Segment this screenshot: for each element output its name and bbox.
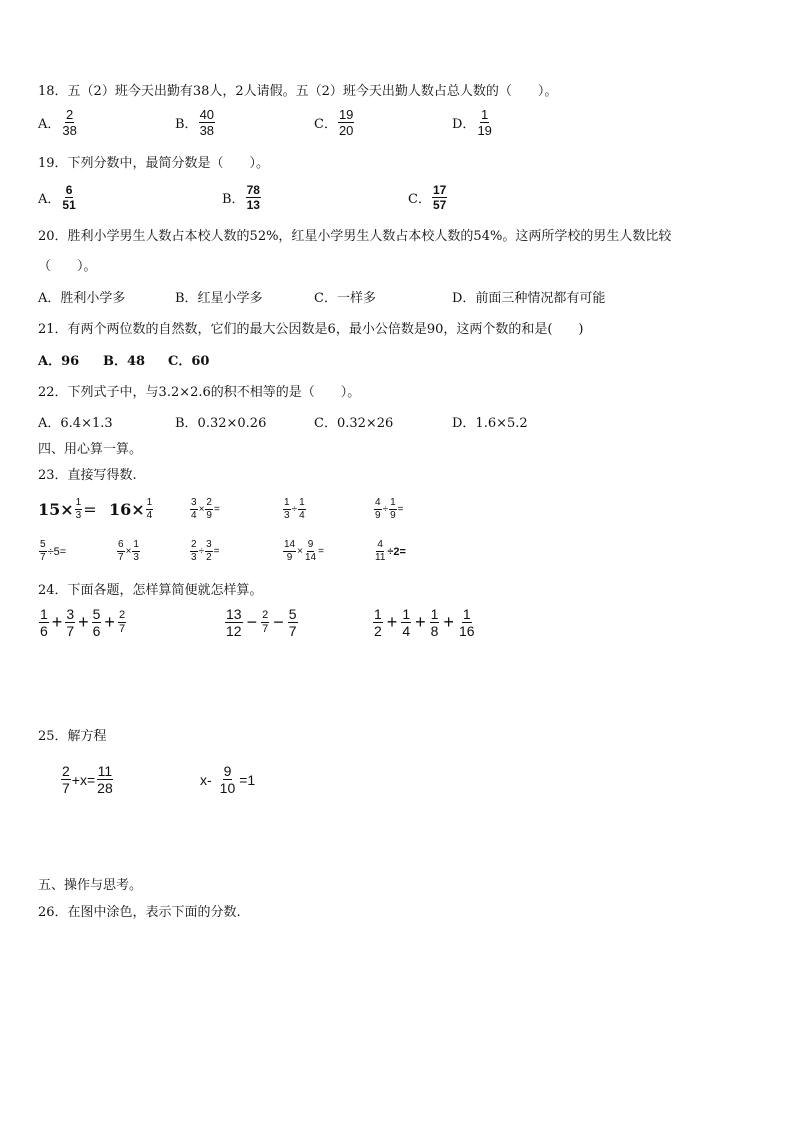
q24-expression-1: $\frac{1}{6}$ + $\frac{3}{7}$ + $\frac{5}{6}$ + $\frac{2}{7}$ [40, 606, 126, 639]
q22-option-b[interactable]: B．0.32×0.26 [175, 416, 267, 431]
q20-option-d[interactable]: D．前面三种情况都有可能 [452, 291, 606, 306]
q23-r1-e3: $\frac{3}{4}$ × $\frac{2}{9}$ = [191, 497, 220, 521]
q23-r2-e2: $\frac{6}{7}$ × $\frac{1}{3}$ [118, 539, 139, 563]
q23-r1-e2: 16× $\frac{1}{4}$ [109, 497, 153, 521]
q21-option-c[interactable]: C．60 [168, 354, 210, 369]
fraction: $\frac{40}{38}$ [199, 107, 215, 138]
q20-text: 20．胜利小学男生人数占本校人数的52%，红星小学男生人数占本校人数的54%。这两所学校的男生人数比较 [38, 229, 672, 244]
q25-equation-1: $\frac{2}{7}$ +x= $\frac{11}{28}$ [62, 763, 113, 796]
q19-text: 19．下列分数中，最简分数是（ ）。 [38, 156, 270, 171]
q26-text: 26．在图中涂色，表示下面的分数. [38, 905, 241, 920]
fraction: $\frac{19}{20}$ [338, 107, 354, 138]
q22-option-a[interactable]: A．6.4×1.3 [38, 416, 113, 431]
q23-r2-e5: $\frac{4}{11}$ ÷2= [375, 539, 406, 563]
q23-r2-e4: $\frac{14}{9}$ × $\frac{9}{14}$ = [284, 539, 324, 563]
q19-option-a[interactable]: A． $\frac{6}{51}$ [38, 183, 76, 212]
q20-text-cont: （ ）。 [38, 259, 97, 274]
fraction: $\frac{6}{51}$ [62, 183, 76, 212]
q21-text: 21．有两个两位数的自然数，它们的最大公因数是6，最小公倍数是90，这两个数的和是( ) [38, 322, 584, 337]
q23-r2-e3: $\frac{2}{3}$ ÷ $\frac{3}{2}$ = [191, 539, 220, 563]
q19-option-c[interactable]: C． $\frac{17}{57}$ [408, 183, 447, 212]
q18-option-d[interactable]: D． $\frac{1}{19}$ [452, 107, 492, 138]
q25-text: 25．解方程 [38, 729, 107, 744]
fraction: $\frac{2}{38}$ [62, 107, 77, 138]
q23-r1-e4: $\frac{1}{3}$ ÷ $\frac{1}{4}$ [284, 497, 305, 521]
fraction: $\frac{17}{57}$ [432, 183, 447, 212]
q23-text: 23．直接写得数. [38, 468, 137, 483]
fraction: $\frac{78}{13}$ [246, 183, 260, 212]
q23-r2-e1: $\frac{5}{7}$ ÷5= [40, 539, 67, 563]
q23-r1-e5: $\frac{4}{9}$ ÷ $\frac{1}{9}$ = [375, 497, 404, 521]
q22-option-d[interactable]: D．1.6×5.2 [452, 416, 528, 431]
q18-option-a[interactable]: A． $\frac{2}{38}$ [38, 107, 77, 138]
q24-text: 24．下面各题，怎样算简便就怎样算。 [38, 583, 263, 598]
q19-option-b[interactable]: B． $\frac{78}{13}$ [222, 183, 260, 212]
q21-option-b[interactable]: B．48 [103, 354, 146, 369]
q24-expression-2: $\frac{13}{12}$ − $\frac{2}{7}$ − $\frac{5}{7}$ [226, 606, 297, 639]
q20-option-a[interactable]: A．胜利小学多 [38, 291, 126, 306]
q23-r1-e1: 15× $\frac{1}{3}$ = [38, 497, 97, 521]
fraction: $\frac{1}{19}$ [477, 107, 492, 138]
q25-equation-2: x- $\frac{9}{10}$ =1 [200, 763, 256, 796]
q22-text: 22．下列式子中，与3.2×2.6的积不相等的是（ ）。 [38, 385, 361, 400]
q20-option-b[interactable]: B．红星小学多 [175, 291, 263, 306]
section-5-heading: 五、操作与思考。 [38, 878, 143, 893]
q20-option-c[interactable]: C．一样多 [314, 291, 376, 306]
section-4-heading: 四、用心算一算。 [38, 442, 143, 457]
q18-option-c[interactable]: C． $\frac{19}{20}$ [314, 107, 354, 138]
q22-option-c[interactable]: C．0.32×26 [314, 416, 394, 431]
q21-option-a[interactable]: A．96 [38, 354, 80, 369]
q18-text: 18．五（2）班今天出勤有38人，2人请假。五（2）班今天出勤人数占总人数的（ ）。 [38, 84, 558, 99]
q24-expression-3: $\frac{1}{2}$ + $\frac{1}{4}$ + $\frac{1}{8}$ + $\frac{1}{16}$ [374, 606, 475, 639]
q18-option-b[interactable]: B． $\frac{40}{38}$ [175, 107, 215, 138]
